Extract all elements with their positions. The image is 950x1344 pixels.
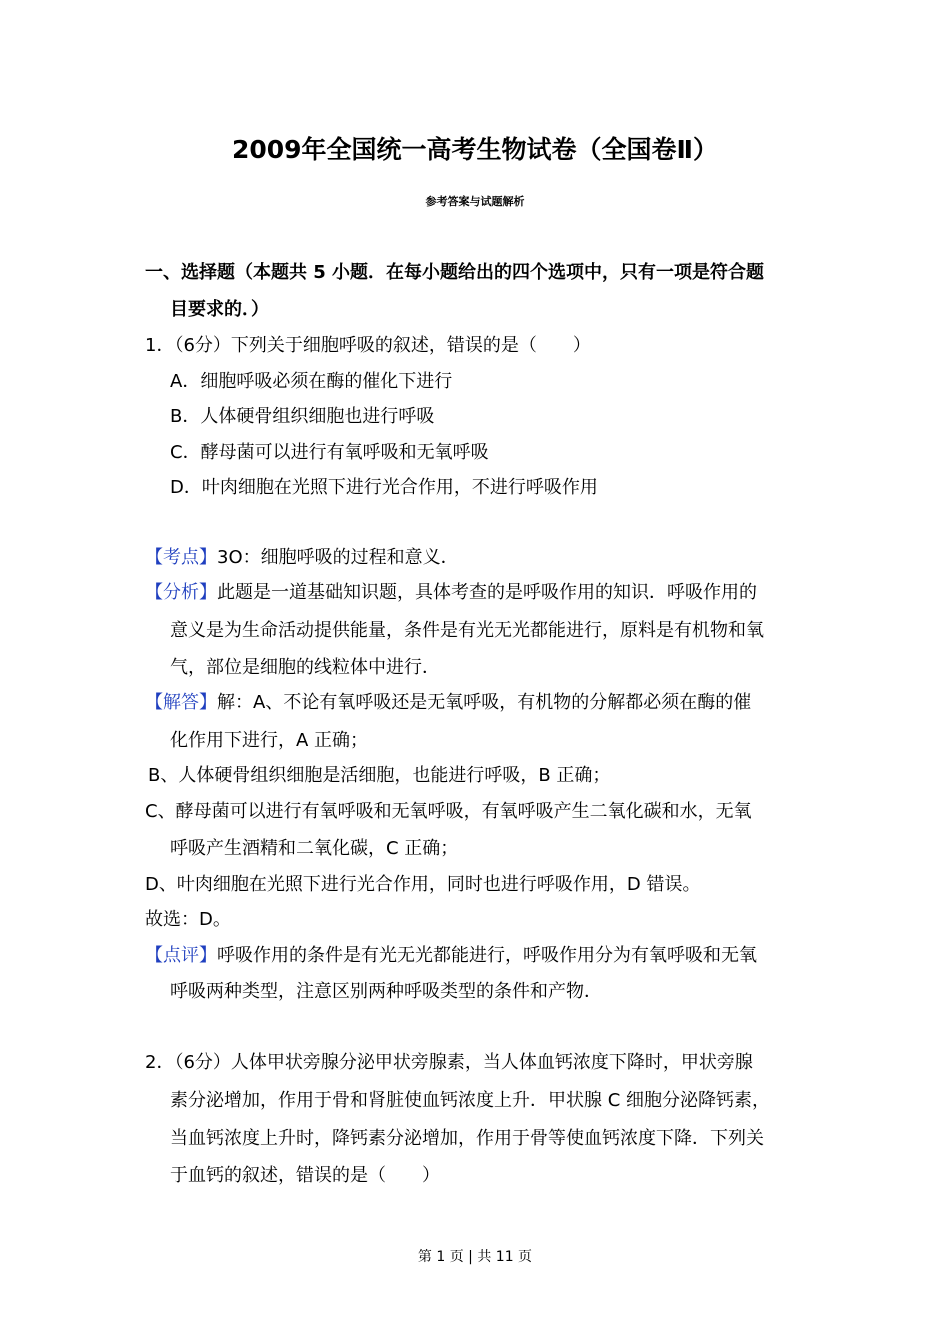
fenxi-block bbox=[145, 578, 757, 604]
fenxi-tag: 【分析】 bbox=[145, 582, 217, 603]
question-1-option-a: A．细胞呼吸必须在酶的催化下进行 bbox=[170, 371, 453, 392]
dianping-line-2: 呼吸两种类型，注意区别两种呼吸类型的条件和产物． bbox=[170, 981, 602, 1002]
question-2-line-3: 当血钙浓度上升时，降钙素分泌增加，作用于骨等使血钙浓度下降．下列关 bbox=[170, 1128, 764, 1149]
fenxi-line-1: 此题是一道基础知识题，具体考查的是呼吸作用的知识．呼吸作用的 bbox=[217, 582, 757, 603]
jieda-line-2: 化作用下进行，A 正确； bbox=[170, 730, 369, 751]
page-title: 2009年全国统一高考生物试卷（全国卷Ⅱ） bbox=[231, 135, 719, 164]
fenxi-line-3: 气，部位是细胞的线粒体中进行． bbox=[170, 657, 440, 678]
jieda-answer: 故选：D。 bbox=[145, 909, 231, 930]
question-1-option-d: D．叶肉细胞在光照下进行光合作用，不进行呼吸作用 bbox=[170, 477, 598, 498]
question-1-option-b: B．人体硬骨组织细胞也进行呼吸 bbox=[170, 406, 435, 427]
question-1-option-c: C．酵母菌可以进行有氧呼吸和无氧呼吸 bbox=[170, 442, 489, 463]
page-footer: 第 1 页 | 共 11 页 bbox=[417, 1249, 533, 1265]
dianping-line-1: 呼吸作用的条件是有光无光都能进行，呼吸作用分为有氧呼吸和无氧 bbox=[217, 945, 757, 966]
section-heading-line1: 一、选择题（本题共 5 小题．在每小题给出的四个选项中，只有一项是符合题 bbox=[145, 262, 765, 283]
kaodian-tag: 【考点】 bbox=[145, 547, 217, 568]
question-1-stem: 1．（6分）下列关于细胞呼吸的叙述，错误的是（ ） bbox=[145, 335, 591, 356]
jieda-line-4: C、酵母菌可以进行有氧呼吸和无氧呼吸，有氧呼吸产生二氧化碳和水，无氧 bbox=[145, 801, 752, 822]
section-heading-line2: 目要求的．） bbox=[170, 299, 269, 320]
kaodian-text: 3O：细胞呼吸的过程和意义． bbox=[217, 547, 459, 568]
jieda-tag: 【解答】 bbox=[145, 692, 217, 713]
fenxi-line-2: 意义是为生命活动提供能量，条件是有光无光都能进行，原料是有机物和氧 bbox=[170, 620, 764, 641]
dianping-tag: 【点评】 bbox=[145, 945, 217, 966]
jieda-line-5: 呼吸产生酒精和二氧化碳，C 正确； bbox=[170, 838, 459, 859]
jieda-line-3: B、人体硬骨组织细胞是活细胞，也能进行呼吸，B 正确； bbox=[148, 765, 611, 786]
question-2-line-1: 2．（6分）人体甲状旁腺分泌甲状旁腺素，当人体血钙浓度下降时，甲状旁腺 bbox=[145, 1052, 753, 1073]
question-2-line-4: 于血钙的叙述，错误的是（ ） bbox=[170, 1165, 440, 1186]
page-subtitle: 参考答案与试题解析 bbox=[425, 195, 525, 208]
jieda-block bbox=[145, 688, 751, 714]
question-2-line-2: 素分泌增加，作用于骨和肾脏使血钙浓度上升．甲状腺 C 细胞分泌降钙素， bbox=[170, 1090, 771, 1111]
kaodian-block bbox=[145, 543, 459, 569]
jieda-line-1: 解：A、不论有氧呼吸还是无氧呼吸，有机物的分解都必须在酶的催 bbox=[217, 692, 752, 713]
dianping-block bbox=[145, 941, 757, 967]
jieda-line-6: D、叶肉细胞在光照下进行光合作用，同时也进行呼吸作用，D 错误。 bbox=[145, 874, 701, 895]
